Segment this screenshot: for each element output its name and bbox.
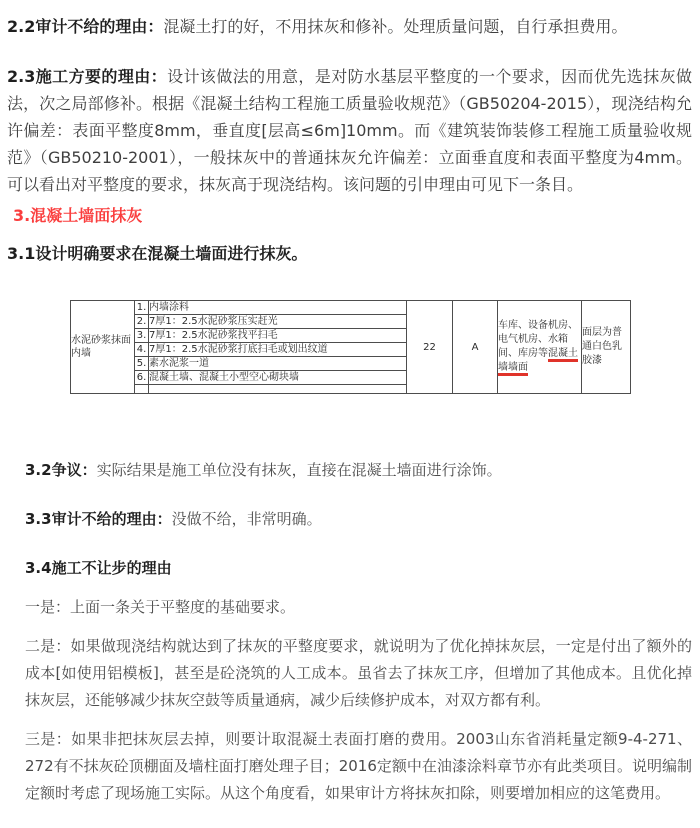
paragraph-3-3 bbox=[25, 506, 692, 533]
table-cell-layer-description: 内墙涂料 bbox=[149, 301, 407, 315]
dispute-block bbox=[25, 457, 692, 807]
paragraph-2-3-label: 2.3施工方要的理由： bbox=[7, 67, 168, 86]
table-cell-row-number: 2. bbox=[135, 315, 149, 329]
paragraph-reason-1-body: 一是：上面一条关于平整度的基础要求。 bbox=[25, 598, 296, 616]
paragraph-3-2-label: 3.2争议： bbox=[25, 461, 97, 479]
paragraph-reason-3-body: 三是：如果非把抹灰层去掉，则要计取混凝土表面打磨的费用。2003山东省消耗量定额9-4-271、272有不抹灰砼顶棚面及墙柱面打磨处理子目；2016定额中在油漆涂料章节亦有此类项目。说明编制定额时考虑了现场施工实际。从这个角度看，如果审计方将抹灰扣除，则要增加相应的这笔费用。 bbox=[25, 730, 692, 802]
paragraph-3-3-label: 3.3审计不给的理由： bbox=[25, 510, 172, 528]
table-cell-letter-a: A bbox=[453, 301, 498, 394]
paragraph-3-4 bbox=[25, 555, 692, 582]
table-row bbox=[71, 301, 631, 315]
paragraph-2-3-body: 设计该做法的用意，是对防水基层平整度的一个要求，因而优先选抹灰做法，次之局部修补。根据《混凝土结构工程施工质量验收规范》（GB50204-2015），现浇结构允许偏差：表面平整度8mm，垂直度[层高≤6m]10mm。而《建筑装饰装修工程施工质量验收规范》（GB50210-2001），一般抹灰中的普通抹灰允许偏差：立面垂直度和表面平整度为4mm。可以看出对平整度的要求，抹灰高于现浇结构。该问题的引申理由可见下一条目。 bbox=[7, 67, 692, 194]
paragraph-reason-1 bbox=[25, 594, 692, 621]
usage-text-red-underlined: 混凝土墙墙面 bbox=[498, 348, 578, 376]
paragraph-3-4-label: 3.4施工不让步的理由 bbox=[25, 559, 172, 577]
spec-table bbox=[70, 300, 631, 394]
paragraph-2-2 bbox=[7, 13, 692, 40]
table-cell-row-number: 5. bbox=[135, 357, 149, 371]
table-cell-row-number: 6. bbox=[135, 371, 149, 385]
table-cell-layer-description-empty bbox=[149, 385, 407, 394]
paragraph-reason-3 bbox=[25, 726, 692, 807]
table-cell-layer-description: 混凝土墙、混凝土小型空心砌块墙 bbox=[149, 371, 407, 385]
usage-text: 车库、设备机房、电气机房、水箱间、库房等 bbox=[498, 320, 578, 359]
table-cell-layer-description: 7厚1：2.5水泥砂浆打底扫毛或划出纹道 bbox=[149, 343, 407, 357]
table-cell-number-22: 22 bbox=[407, 301, 453, 394]
section-3-heading: 3.混凝土墙面抹灰 bbox=[13, 206, 143, 225]
table-cell-usage bbox=[498, 301, 582, 394]
spec-table-wrapper bbox=[70, 300, 692, 394]
paragraph-2-2-label: 2.2审计不给的理由： bbox=[7, 17, 164, 36]
table-cell-row-number: 4. bbox=[135, 343, 149, 357]
paragraph-3-3-body: 没做不给，非常明确。 bbox=[171, 510, 322, 528]
paragraph-2-2-body: 混凝土打的好，不用抹灰和修补。处理质量问题，自行承担费用。 bbox=[163, 17, 628, 36]
table-cell-layer-description: 素水泥浆一道 bbox=[149, 357, 407, 371]
table-cell-category: 水泥砂浆抹面内墙 bbox=[71, 301, 135, 394]
section-3-1-heading: 3.1设计明确要求在混凝土墙面进行抹灰。 bbox=[7, 244, 308, 263]
paragraph-3-2-body: 实际结果是施工单位没有抹灰，直接在混凝土墙面进行涂饰。 bbox=[96, 461, 502, 479]
paragraph-reason-2-body: 二是：如果做现浇结构就达到了抹灰的平整度要求，就说明为了优化掉抹灰层，一定是付出了额外的成本[如使用铝模板]，甚至是砼浇筑的人工成本。虽省去了抹灰工序，但增加了其他成本。且优化掉抹灰层，还能够减少抹灰空鼓等质量通病，减少后续修护成本，对双方都有利。 bbox=[25, 637, 692, 709]
table-cell-finish: 面层为普通白色乳胶漆 bbox=[582, 301, 631, 394]
table-cell-layer-description: 7厚1：2.5水泥砂浆压实赶光 bbox=[149, 315, 407, 329]
table-cell-row-number: 3. bbox=[135, 329, 149, 343]
table-cell-layer-description: 7厚1：2.5水泥砂浆找平扫毛 bbox=[149, 329, 407, 343]
paragraph-3-2 bbox=[25, 457, 692, 484]
table-cell-row-number: 1. bbox=[135, 301, 149, 315]
table-cell-row-number-empty bbox=[135, 385, 149, 394]
paragraph-2-3 bbox=[7, 63, 692, 198]
paragraph-reason-2 bbox=[25, 633, 692, 714]
